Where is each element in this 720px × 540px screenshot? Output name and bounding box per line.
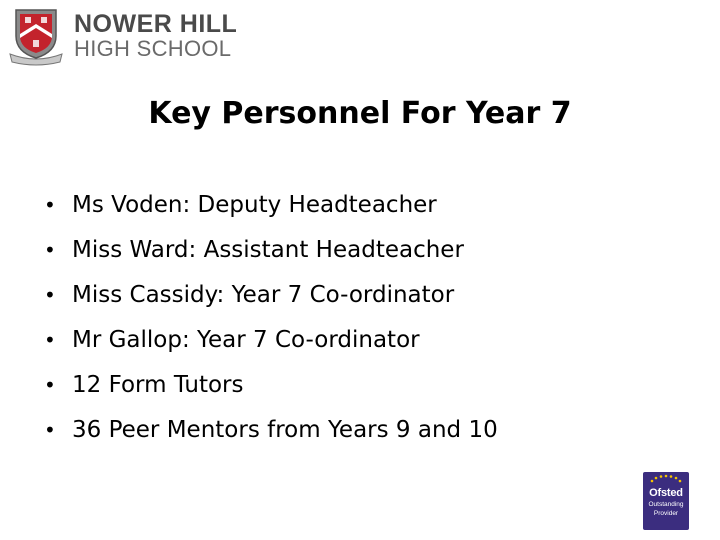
bullet-icon: • <box>44 418 56 442</box>
school-name <box>74 12 237 60</box>
bullet-icon: • <box>44 238 56 262</box>
list-item-text: Miss Ward: Assistant Headteacher <box>72 237 464 263</box>
bullet-icon: • <box>44 328 56 352</box>
list-item-text: 12 Form Tutors <box>72 372 244 398</box>
bullet-icon: • <box>44 193 56 217</box>
stars-icon <box>643 474 689 488</box>
ofsted-subtitle-line1: Outstanding <box>648 501 684 508</box>
list-item <box>44 231 498 276</box>
list-item <box>44 276 498 321</box>
list-item <box>44 411 498 456</box>
school-crest-icon <box>8 6 64 66</box>
list-item <box>44 186 498 231</box>
list-item-text: 36 Peer Mentors from Years 9 and 10 <box>72 417 498 443</box>
list-item-text: Mr Gallop: Year 7 Co-ordinator <box>72 327 420 353</box>
school-name-line2: HIGH SCHOOL <box>74 36 232 61</box>
slide-title: Key Personnel For Year 7 <box>148 96 572 131</box>
school-name-line1: NOWER HILL <box>74 10 238 38</box>
bullet-icon: • <box>44 373 56 397</box>
list-item <box>44 321 498 366</box>
list-item-text: Miss Cassidy: Year 7 Co-ordinator <box>72 282 455 308</box>
bullet-icon: • <box>44 283 56 307</box>
personnel-list <box>44 186 498 456</box>
ofsted-badge <box>643 472 689 530</box>
list-item-text: Ms Voden: Deputy Headteacher <box>72 192 437 218</box>
ofsted-title: Ofsted <box>649 487 683 499</box>
list-item <box>44 366 498 411</box>
ofsted-subtitle-line2: Provider <box>653 510 679 517</box>
